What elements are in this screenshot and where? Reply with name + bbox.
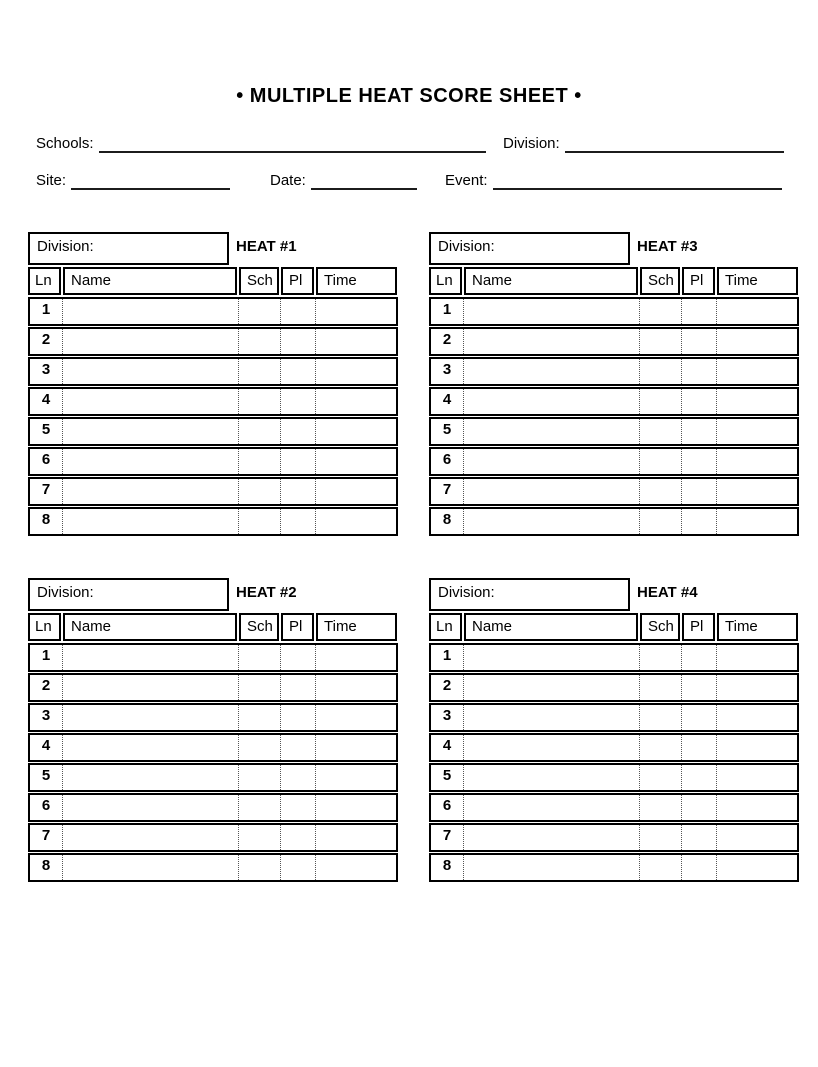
heat-title: HEAT #1 [236,238,297,255]
time-cell[interactable] [315,765,396,790]
pl-cell[interactable] [280,359,315,384]
lane-row [28,507,398,536]
lane-number-cell: 3 [41,707,51,724]
lane-number-cell: 1 [41,647,51,664]
sch-cell[interactable] [238,825,280,850]
name-cell[interactable] [62,359,238,384]
col-header-ln: Ln [429,267,462,295]
pl-cell[interactable] [280,675,315,700]
time-cell[interactable] [315,299,396,324]
sch-cell[interactable] [639,359,681,384]
col-header-time: Time [717,267,798,295]
sch-cell[interactable] [238,449,280,474]
lane-number-cell: 1 [442,301,452,318]
sch-cell[interactable] [639,795,681,820]
lane-row [28,763,398,792]
name-cell[interactable] [62,675,238,700]
lane-number-cell: 7 [442,481,452,498]
lane-row [429,297,799,326]
lane-row [28,703,398,732]
pl-cell[interactable] [280,765,315,790]
lane-row [429,357,799,386]
col-header-sch: Sch [239,613,279,641]
pl-cell[interactable] [280,825,315,850]
time-cell[interactable] [315,329,396,354]
table-header-row [28,613,398,641]
name-cell[interactable] [62,825,238,850]
pl-cell[interactable] [681,795,716,820]
pl-cell[interactable] [280,855,315,880]
lane-number-cell: 3 [442,707,452,724]
lane-row [429,417,799,446]
pl-cell[interactable] [681,825,716,850]
heat-block-1 [28,232,398,537]
lane-row [429,853,799,882]
division-box-label: Division: [37,238,94,255]
time-cell[interactable] [716,509,797,534]
sch-cell[interactable] [639,419,681,444]
event-label: Event: [445,172,488,189]
time-cell[interactable] [315,795,396,820]
time-cell[interactable] [315,645,396,670]
lane-row [429,327,799,356]
pl-cell[interactable] [681,645,716,670]
lane-row [28,477,398,506]
name-cell[interactable] [463,299,639,324]
time-cell[interactable] [716,389,797,414]
col-header-sch: Sch [640,267,680,295]
name-cell[interactable] [463,735,639,760]
lane-row [28,297,398,326]
sch-cell[interactable] [639,765,681,790]
pl-cell[interactable] [681,329,716,354]
sch-cell[interactable] [639,389,681,414]
pl-cell[interactable] [681,509,716,534]
lane-row [28,823,398,852]
lane-number-cell: 3 [442,361,452,378]
pl-cell[interactable] [681,765,716,790]
col-header-time: Time [717,613,798,641]
name-cell[interactable] [463,419,639,444]
sch-cell[interactable] [639,449,681,474]
time-cell[interactable] [315,479,396,504]
schools-label: Schools: [36,135,94,152]
schools-field [36,132,486,153]
name-cell[interactable] [463,389,639,414]
lane-row [28,733,398,762]
heat-block-2 [28,578,398,883]
table-body [429,643,799,882]
lane-number-cell: 4 [41,737,51,754]
lane-row [429,703,799,732]
lane-number-cell: 5 [41,767,51,784]
lane-number-cell: 6 [442,451,452,468]
lane-row [28,447,398,476]
heat-title: HEAT #2 [236,584,297,601]
col-header-pl: Pl [281,267,314,295]
sch-cell[interactable] [238,299,280,324]
name-cell[interactable] [463,329,639,354]
lane-number-cell: 1 [442,647,452,664]
sch-cell[interactable] [238,735,280,760]
pl-cell[interactable] [280,329,315,354]
site-field [36,169,230,190]
col-header-pl: Pl [281,613,314,641]
division-box-label: Division: [438,238,495,255]
sch-cell[interactable] [238,509,280,534]
heat-title: HEAT #3 [637,238,698,255]
lane-number-cell: 6 [442,797,452,814]
pl-cell[interactable] [280,299,315,324]
col-header-time: Time [316,613,397,641]
lane-number-cell: 2 [41,331,51,348]
lane-number-cell: 4 [442,391,452,408]
lane-row [28,327,398,356]
name-cell[interactable] [463,705,639,730]
lane-number-cell: 5 [41,421,51,438]
division-box-label: Division: [37,584,94,601]
division-fill-area[interactable] [495,584,628,609]
time-cell[interactable] [716,705,797,730]
pl-cell[interactable] [280,705,315,730]
lane-number-cell: 2 [442,331,452,348]
sch-cell[interactable] [639,855,681,880]
time-cell[interactable] [315,359,396,384]
lane-row [429,387,799,416]
col-header-pl: Pl [682,613,715,641]
lane-row [429,823,799,852]
division-box [28,578,229,611]
lane-number-cell: 7 [442,827,452,844]
name-cell[interactable] [463,645,639,670]
lane-row [429,643,799,672]
lane-number-cell: 2 [442,677,452,694]
sch-cell[interactable] [639,675,681,700]
time-cell[interactable] [315,675,396,700]
time-cell[interactable] [315,735,396,760]
sch-cell[interactable] [238,705,280,730]
name-cell[interactable] [62,299,238,324]
col-header-sch: Sch [640,613,680,641]
time-cell[interactable] [716,735,797,760]
col-header-ln: Ln [429,613,462,641]
table-body [28,297,398,536]
lane-row [429,477,799,506]
lane-number-cell: 8 [442,511,452,528]
sch-cell[interactable] [238,645,280,670]
sch-cell[interactable] [639,825,681,850]
time-cell[interactable] [315,389,396,414]
col-header-name: Name [464,613,638,641]
time-cell[interactable] [716,855,797,880]
sch-cell[interactable] [238,419,280,444]
time-cell[interactable] [716,299,797,324]
lane-row [429,673,799,702]
lane-number-cell: 3 [41,361,51,378]
lane-number-cell: 8 [442,857,452,874]
site-fill-line[interactable] [71,169,230,190]
time-cell[interactable] [315,855,396,880]
sch-cell[interactable] [238,795,280,820]
pl-cell[interactable] [681,299,716,324]
col-header-ln: Ln [28,267,61,295]
sch-cell[interactable] [639,735,681,760]
division-fill-line[interactable] [565,132,784,153]
time-cell[interactable] [716,419,797,444]
col-header-pl: Pl [682,267,715,295]
pl-cell[interactable] [681,359,716,384]
division-fill-area[interactable] [94,238,227,263]
sch-cell[interactable] [238,765,280,790]
lane-number-cell: 7 [41,481,51,498]
time-cell[interactable] [716,645,797,670]
col-header-sch: Sch [239,267,279,295]
table-header-row [28,267,398,295]
sch-cell[interactable] [238,479,280,504]
sch-cell[interactable] [238,855,280,880]
lane-number-cell: 2 [41,677,51,694]
pl-cell[interactable] [681,675,716,700]
time-cell[interactable] [716,825,797,850]
lane-number-cell: 8 [41,857,51,874]
sch-cell[interactable] [238,359,280,384]
lane-row [28,357,398,386]
name-cell[interactable] [463,855,639,880]
time-cell[interactable] [315,449,396,474]
lane-row [28,643,398,672]
lane-row [429,763,799,792]
division-box [429,232,630,265]
lane-row [28,387,398,416]
pl-cell[interactable] [681,479,716,504]
name-cell[interactable] [463,795,639,820]
time-cell[interactable] [315,705,396,730]
time-cell[interactable] [315,825,396,850]
col-header-name: Name [63,613,237,641]
lane-number-cell: 8 [41,511,51,528]
pl-cell[interactable] [280,735,315,760]
name-cell[interactable] [62,479,238,504]
name-cell[interactable] [62,419,238,444]
pl-cell[interactable] [681,419,716,444]
name-cell[interactable] [62,509,238,534]
lane-row [28,673,398,702]
schools-fill-line[interactable] [99,132,486,153]
lane-number-cell: 5 [442,767,452,784]
lane-number-cell: 6 [41,797,51,814]
name-cell[interactable] [62,389,238,414]
name-cell[interactable] [62,735,238,760]
name-cell[interactable] [463,675,639,700]
table-body [429,297,799,536]
name-cell[interactable] [463,449,639,474]
name-cell[interactable] [62,449,238,474]
sch-cell[interactable] [639,329,681,354]
pl-cell[interactable] [681,735,716,760]
division-field [503,132,784,153]
lane-row [429,793,799,822]
lane-row [28,417,398,446]
sch-cell[interactable] [639,299,681,324]
name-cell[interactable] [463,359,639,384]
division-fill-area[interactable] [495,238,628,263]
name-cell[interactable] [62,795,238,820]
pl-cell[interactable] [681,389,716,414]
table-header-row [429,267,799,295]
event-field [445,169,782,190]
name-cell[interactable] [62,855,238,880]
time-cell[interactable] [315,509,396,534]
division-label: Division: [503,135,560,152]
lane-number-cell: 1 [41,301,51,318]
col-header-time: Time [316,267,397,295]
name-cell[interactable] [463,825,639,850]
pl-cell[interactable] [280,509,315,534]
pl-cell[interactable] [280,795,315,820]
pl-cell[interactable] [681,449,716,474]
time-cell[interactable] [716,675,797,700]
sch-cell[interactable] [639,479,681,504]
col-header-name: Name [63,267,237,295]
lane-row [429,733,799,762]
pl-cell[interactable] [280,645,315,670]
name-cell[interactable] [463,765,639,790]
pl-cell[interactable] [280,389,315,414]
date-label: Date: [270,172,306,189]
sch-cell[interactable] [238,329,280,354]
name-cell[interactable] [62,705,238,730]
date-field [270,169,417,190]
pl-cell[interactable] [280,449,315,474]
time-cell[interactable] [716,359,797,384]
heat-title: HEAT #4 [637,584,698,601]
lane-row [429,507,799,536]
time-cell[interactable] [716,795,797,820]
sch-cell[interactable] [639,645,681,670]
lane-number-cell: 4 [41,391,51,408]
page-title: • MULTIPLE HEAT SCORE SHEET • [236,85,582,107]
pl-cell[interactable] [681,705,716,730]
time-cell[interactable] [716,329,797,354]
table-body [28,643,398,882]
site-label: Site: [36,172,67,189]
pl-cell[interactable] [280,419,315,444]
division-box [429,578,630,611]
table-header-row [429,613,799,641]
sch-cell[interactable] [639,705,681,730]
lane-number-cell: 5 [442,421,452,438]
col-header-ln: Ln [28,613,61,641]
name-cell[interactable] [62,765,238,790]
date-fill-line[interactable] [311,169,417,190]
pl-cell[interactable] [681,855,716,880]
name-cell[interactable] [463,509,639,534]
col-header-name: Name [464,267,638,295]
division-box [28,232,229,265]
lane-row [28,853,398,882]
name-cell[interactable] [463,479,639,504]
division-fill-area[interactable] [94,584,227,609]
sch-cell[interactable] [238,675,280,700]
name-cell[interactable] [62,329,238,354]
heat-block-4 [429,578,799,883]
lane-number-cell: 7 [41,827,51,844]
lane-number-cell: 6 [41,451,51,468]
lane-number-cell: 4 [442,737,452,754]
time-cell[interactable] [716,449,797,474]
sch-cell[interactable] [238,389,280,414]
event-fill-line[interactable] [493,169,782,190]
heat-block-3 [429,232,799,537]
lane-row [28,793,398,822]
lane-row [429,447,799,476]
pl-cell[interactable] [280,479,315,504]
sch-cell[interactable] [639,509,681,534]
time-cell[interactable] [716,765,797,790]
time-cell[interactable] [716,479,797,504]
time-cell[interactable] [315,419,396,444]
division-box-label: Division: [438,584,495,601]
name-cell[interactable] [62,645,238,670]
